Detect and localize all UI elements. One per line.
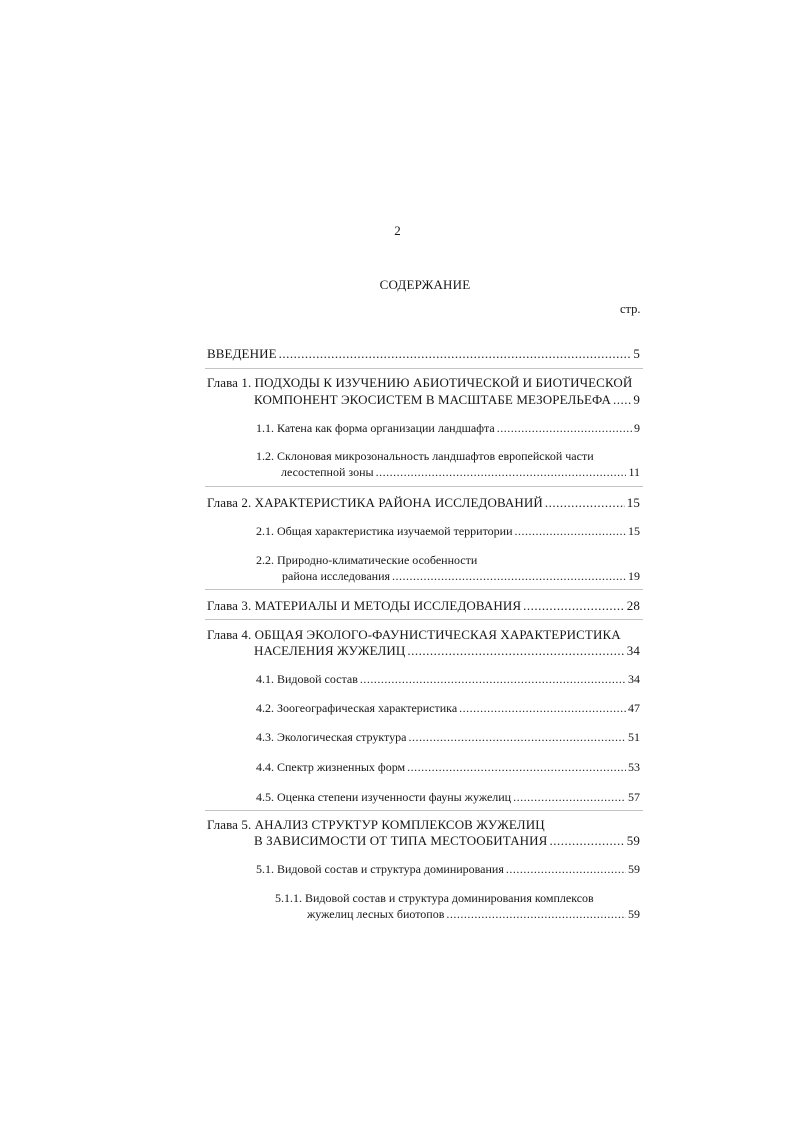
toc-section-4-3[interactable] (256, 730, 640, 745)
toc-chapter-1[interactable] (254, 392, 640, 408)
toc-page-number: 19 (628, 569, 640, 583)
toc-entry-text: ВВЕДЕНИЕ (207, 346, 277, 361)
toc-chapter-2[interactable] (207, 495, 640, 511)
leader-dots (446, 907, 626, 922)
leader-dots (506, 862, 626, 877)
toc-section-4-5[interactable] (256, 790, 640, 805)
toc-page-number: 9 (634, 421, 640, 435)
toc-page-number: 34 (628, 672, 640, 686)
page-number: 2 (394, 223, 401, 238)
toc-section-1-1[interactable] (256, 421, 640, 436)
toc-entry-text: 4.3. Экологическая структура (256, 730, 407, 744)
toc-entry-text: 5.1. Видовой состав и структура доминирования (256, 862, 504, 876)
leader-dots (407, 760, 626, 775)
toc-page-number: 9 (633, 392, 640, 407)
toc-page-number: 59 (628, 907, 640, 921)
toc-page-number: 15 (628, 524, 640, 538)
toc-entry-text: 4.4. Спектр жизненных форм (256, 760, 406, 774)
toc-section-2-1[interactable] (256, 524, 640, 539)
toc-chapter-3[interactable] (207, 598, 640, 614)
divider (205, 589, 643, 590)
toc-entry-text: 2.1. Общая характеристика изучаемой территории (256, 524, 513, 538)
toc-section-5-1-1-line1[interactable]: 5.1.1. Видовой состав и структура доминирования комплексов (275, 891, 594, 905)
toc-page-number: 59 (626, 833, 640, 848)
toc-section-1-2-line1[interactable]: 1.2. Склоновая микрозональность ландшафтов европейской части (256, 449, 594, 463)
leader-dots (407, 643, 624, 659)
toc-chapter-4-line1[interactable]: Глава 4. ОБЩАЯ ЭКОЛОГО-ФАУНИСТИЧЕСКАЯ ХАРАКТЕРИСТИКА (207, 627, 621, 642)
leader-dots (549, 833, 624, 849)
toc-page-number: 53 (628, 760, 640, 774)
toc-entry-intro[interactable] (207, 346, 640, 362)
toc-chapter-5[interactable] (254, 833, 640, 849)
toc-entry-text: 4.2. Зоогеографическая характеристика (256, 701, 458, 715)
toc-chapter-4[interactable] (254, 643, 640, 659)
leader-dots (515, 524, 626, 539)
toc-entry-text: 1.1. Катена как форма организации ландшафта (256, 421, 495, 435)
divider (205, 486, 643, 487)
leader-dots (408, 730, 626, 745)
leader-dots (376, 465, 627, 480)
toc-page-number: 5 (633, 346, 640, 361)
leader-dots (279, 346, 632, 362)
toc-entry-text: Глава 3. МАТЕРИАЛЫ И МЕТОДЫ ИССЛЕДОВАНИЯ (207, 598, 522, 613)
toc-entry-text: КОМПОНЕНТ ЭКОСИСТЕМ В МАСШТАБЕ МЕЗОРЕЛЬЕФА (254, 392, 612, 407)
toc-section-5-1[interactable] (256, 862, 640, 877)
toc-entry-text: В ЗАВИСИМОСТИ ОТ ТИПА МЕСТООБИТАНИЯ (254, 833, 548, 848)
toc-page-number: 47 (628, 701, 640, 715)
toc-section-2-2[interactable] (282, 569, 640, 584)
divider (205, 368, 643, 369)
leader-dots (459, 701, 626, 716)
toc-entry-text: лесостепной зоны (281, 465, 374, 479)
toc-entry-text: 4.1. Видовой состав (256, 672, 358, 686)
toc-page-number: 59 (628, 862, 640, 876)
leader-dots (523, 598, 625, 614)
toc-entry-text: 4.5. Оценка степени изученности фауны жужелиц (256, 790, 512, 804)
toc-page-number: 34 (626, 643, 640, 658)
leader-dots (497, 421, 632, 436)
leader-dots (392, 569, 626, 584)
toc-title: СОДЕРЖАНИЕ (379, 277, 471, 292)
toc-section-5-1-1[interactable] (307, 907, 640, 922)
toc-page-number: 51 (628, 730, 640, 744)
leader-dots (513, 790, 626, 805)
toc-entry-text: Глава 2. ХАРАКТЕРИСТИКА РАЙОНА ИССЛЕДОВАНИЙ (207, 495, 543, 510)
divider (205, 810, 643, 811)
toc-page-number: 57 (628, 790, 640, 804)
divider (205, 619, 643, 620)
toc-section-4-2[interactable] (256, 701, 640, 716)
toc-page-number: 28 (626, 598, 640, 613)
toc-chapter-5-line1[interactable]: Глава 5. АНАЛИЗ СТРУКТУР КОМПЛЕКСОВ ЖУЖЕЛИЦ (207, 817, 545, 832)
leader-dots (545, 495, 625, 511)
leader-dots (360, 672, 626, 687)
toc-page-number: 11 (628, 465, 640, 479)
toc-entry-text: района исследования (282, 569, 391, 583)
toc-page-number: 15 (626, 495, 640, 510)
toc-entry-text: жужелиц лесных биотопов (307, 907, 445, 921)
toc-section-2-2-line1[interactable]: 2.2. Природно-климатические особенности (256, 553, 478, 567)
toc-entry-text: НАСЕЛЕНИЯ ЖУЖЕЛИЦ (254, 643, 406, 658)
leader-dots (613, 392, 631, 408)
toc-chapter-1-line1[interactable]: Глава 1. ПОДХОДЫ К ИЗУЧЕНИЮ АБИОТИЧЕСКОЙ И БИОТИЧЕСКОЙ (207, 375, 633, 390)
toc-section-4-1[interactable] (256, 672, 640, 687)
toc-section-4-4[interactable] (256, 760, 640, 775)
pages-column-label: стр. (620, 302, 641, 316)
toc-section-1-2[interactable] (281, 465, 640, 480)
